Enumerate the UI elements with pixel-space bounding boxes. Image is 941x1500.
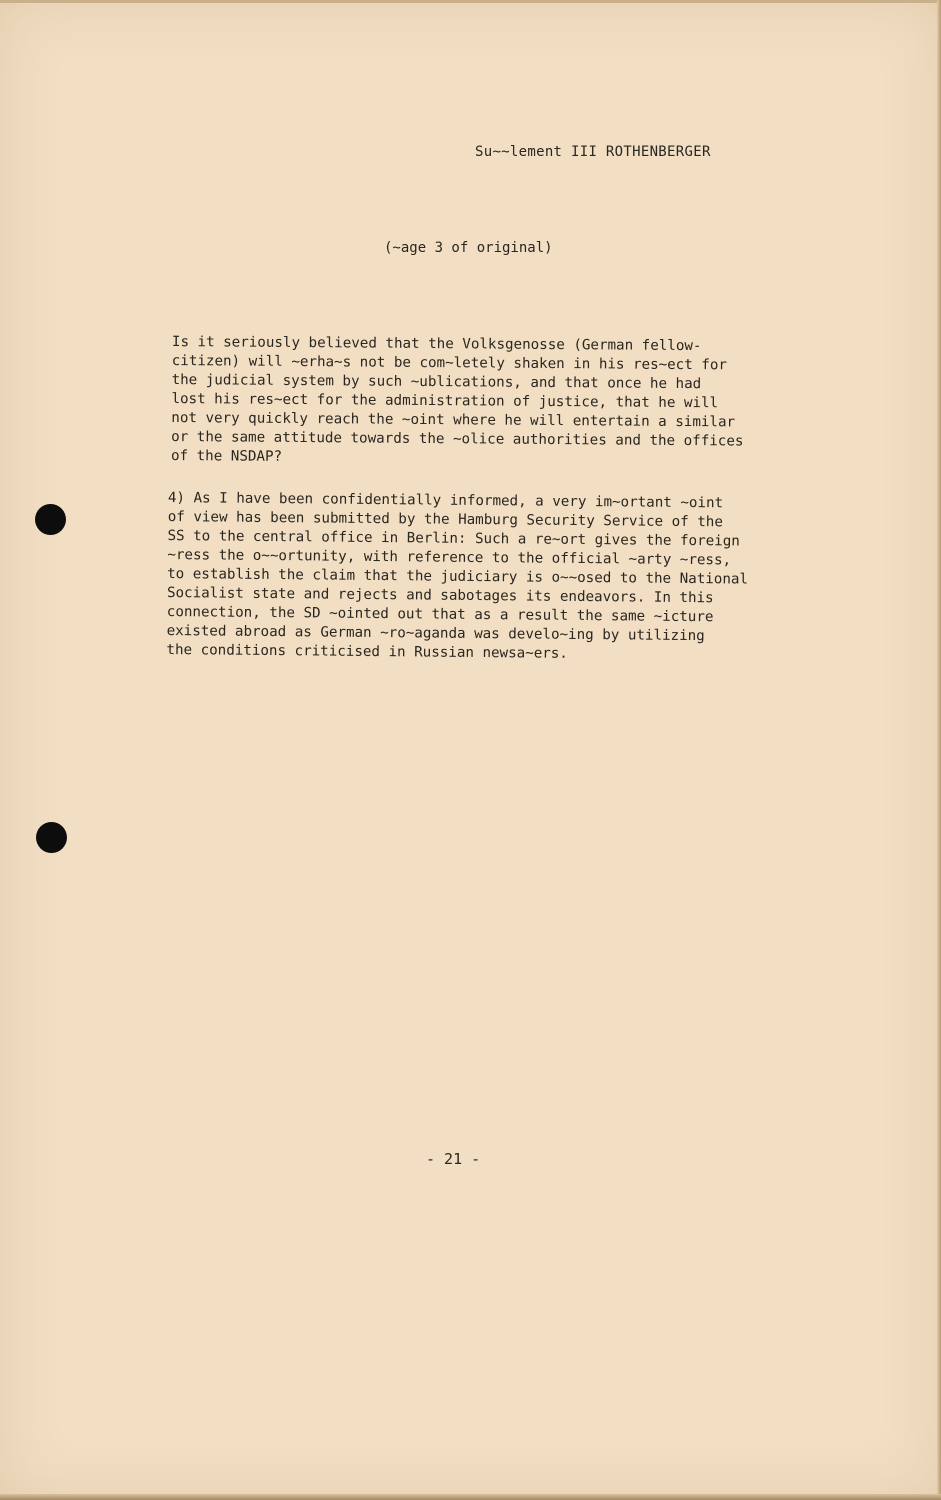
paragraph-line: not very quickly reach the ~oint where he will entertain a similar bbox=[171, 409, 736, 431]
paragraph-line: or the same attitude towards the ~olice authorities and the offices bbox=[171, 428, 744, 450]
page-number: - 21 - bbox=[426, 1150, 481, 1168]
paragraph-line: lost his res~ect for the administration of justice, that he will bbox=[171, 390, 719, 412]
punch-hole-upper bbox=[35, 504, 66, 535]
paragraph-line: to establish the claim that the judiciary is o~~osed to the National bbox=[167, 565, 749, 588]
paragraph-line: of view has been submitted by the Hamburg Security Service of the bbox=[167, 508, 724, 531]
paragraph-line: SS to the central office in Berlin: Such a re~ort gives the foreign bbox=[167, 527, 740, 550]
page-right-edge bbox=[937, 0, 941, 1500]
paragraph-line: of the NSDAP? bbox=[170, 447, 283, 465]
paragraph-line: Socialist state and rejects and sabotages its endeavors. In this bbox=[166, 584, 714, 607]
paragraph-line: connection, the SD ~ointed out that as a result the same ~icture bbox=[166, 603, 714, 626]
paragraph-line: the conditions criticised in Russian newsa~ers. bbox=[166, 641, 568, 662]
paragraph-line: ~ress the o~~ortunity, with reference to the official ~arty ~ress, bbox=[167, 546, 732, 569]
paragraph-line: citizen) will ~erha~s not be com~letely shaken in his res~ect for bbox=[171, 352, 728, 374]
page-top-edge bbox=[0, 0, 941, 3]
page-reference: (~age 3 of original) bbox=[384, 240, 553, 256]
page-bottom-edge bbox=[0, 1494, 941, 1500]
paragraph-line: existed abroad as German ~ro~aganda was develo~ing by utilizing bbox=[166, 622, 705, 645]
paragraph-line: 4) As I have been confidentially informed, a very im~ortant ~oint bbox=[167, 489, 724, 512]
punch-hole-lower bbox=[36, 822, 67, 853]
paragraph-line: the judicial system by such ~ublications, and that once he had bbox=[171, 371, 702, 393]
supplement-header: Su~~lement III ROTHENBERGER bbox=[475, 144, 711, 160]
paragraph-security-service bbox=[166, 489, 748, 666]
paragraph-volksgenosse bbox=[171, 333, 744, 470]
paragraph-line: Is it seriously believed that the Volksgenosse (German fellow- bbox=[171, 333, 702, 355]
